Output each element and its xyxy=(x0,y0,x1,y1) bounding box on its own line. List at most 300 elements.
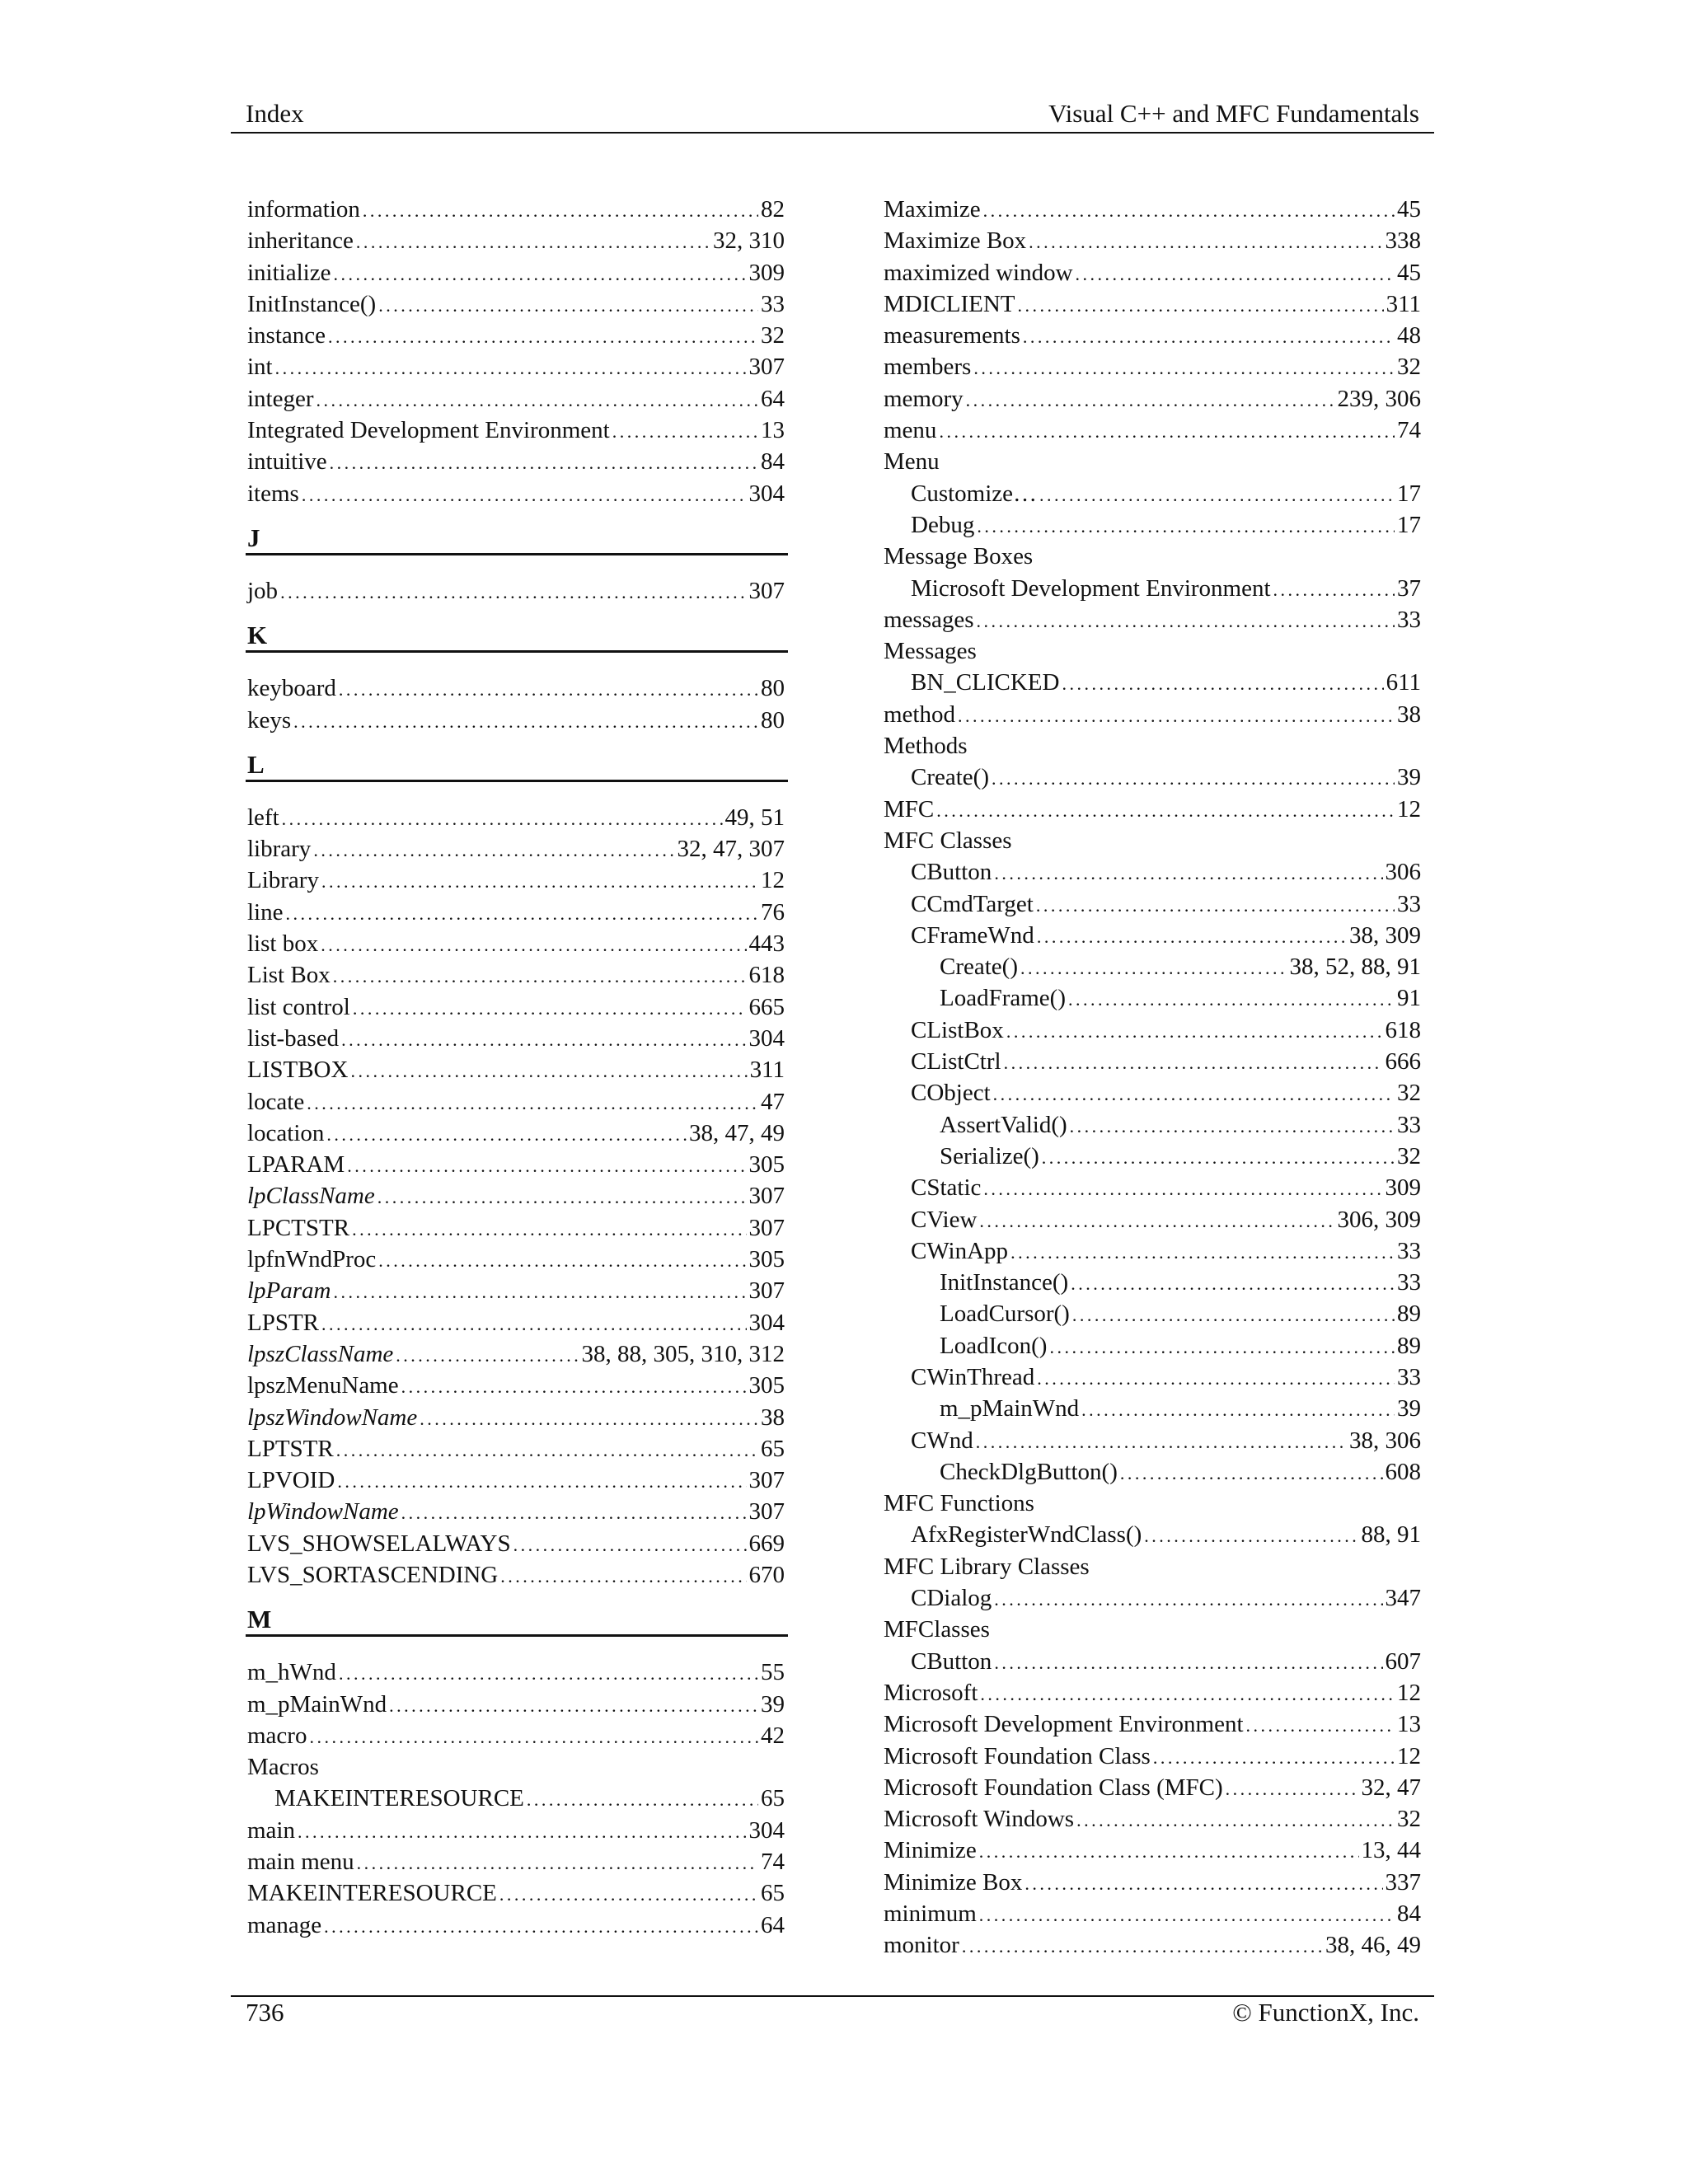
entry-term: CCmdTarget xyxy=(911,890,1034,917)
header-book-title: Visual C++ and MFC Fundamentals xyxy=(1048,99,1419,128)
dot-leader xyxy=(282,804,723,832)
entry-term: list-based xyxy=(247,1024,340,1052)
entry-page-numbers: 33 xyxy=(1397,1363,1421,1390)
dot-leader xyxy=(1070,1112,1395,1139)
entry-page-numbers: 33 xyxy=(1397,1269,1421,1296)
index-entry xyxy=(247,1880,785,1911)
dot-leader xyxy=(357,1849,758,1876)
entry-term: information xyxy=(247,196,360,223)
entry-term: lpszClassName xyxy=(247,1340,394,1367)
dot-leader xyxy=(309,1722,758,1750)
dot-leader xyxy=(1039,480,1395,508)
entry-term: LPCTSTR xyxy=(247,1214,350,1241)
dot-leader xyxy=(1076,260,1395,287)
entry-page-numbers: 618 xyxy=(1385,1016,1421,1043)
entry-page-numbers: 33 xyxy=(1397,1111,1421,1138)
index-entry xyxy=(884,827,1421,859)
entry-page-numbers: 47 xyxy=(761,1088,785,1115)
dot-leader xyxy=(1042,1143,1395,1170)
entry-term: memory xyxy=(884,385,964,412)
entry-term: List Box xyxy=(247,962,331,989)
entry-page-numbers: 38, 309 xyxy=(1349,921,1421,949)
index-entry xyxy=(247,1722,785,1754)
entry-page-numbers: 33 xyxy=(1397,1237,1421,1264)
index-entry xyxy=(247,448,785,480)
entry-term: LISTBOX xyxy=(247,1057,349,1084)
entry-term: m_pMainWnd xyxy=(247,1690,387,1718)
entry-term: locate xyxy=(247,1088,305,1115)
dot-leader xyxy=(330,448,758,476)
index-subentry xyxy=(884,1427,1421,1459)
entry-page-numbers: 665 xyxy=(748,993,785,1020)
entry-page-numbers: 608 xyxy=(1385,1458,1421,1485)
page-number: 736 xyxy=(246,1998,284,2027)
dot-leader xyxy=(1226,1774,1359,1802)
entry-page-numbers: 65 xyxy=(761,1880,785,1907)
entry-term: Customize… xyxy=(911,480,1038,507)
index-letter-heading xyxy=(247,1593,785,1657)
index-subentry xyxy=(884,1269,1421,1301)
dot-leader xyxy=(962,1932,1323,1959)
index-subentry xyxy=(884,480,1421,512)
entry-page-numbers: 55 xyxy=(761,1659,785,1686)
entry-term: instance xyxy=(247,322,326,349)
dot-leader xyxy=(378,1246,746,1273)
index-entry xyxy=(884,1490,1421,1521)
dot-leader xyxy=(1010,1238,1395,1265)
entry-term: items xyxy=(247,480,299,507)
entry-page-numbers: 305 xyxy=(748,1372,785,1399)
index-subentry xyxy=(884,1048,1421,1080)
index-entry xyxy=(884,543,1421,574)
heading-letter: K xyxy=(247,621,268,650)
index-entry xyxy=(884,638,1421,669)
entry-term: LVS_SORTASCENDING xyxy=(247,1561,499,1588)
dot-leader xyxy=(401,1372,747,1399)
index-entry xyxy=(884,1743,1421,1774)
entry-page-numbers: 89 xyxy=(1397,1332,1421,1359)
entry-term: CWinApp xyxy=(911,1237,1009,1264)
entry-term: left xyxy=(247,804,279,831)
entry-page-numbers: 33 xyxy=(1397,890,1421,917)
entry-term: measurements xyxy=(884,322,1020,349)
entry-term: menu xyxy=(884,417,937,444)
dot-leader xyxy=(1144,1521,1358,1549)
entry-term: Microsoft xyxy=(884,1679,978,1706)
entry-page-numbers: 38, 46, 49 xyxy=(1325,1932,1421,1959)
index-entry xyxy=(247,1754,785,1785)
dot-leader xyxy=(939,417,1395,444)
index-entry xyxy=(884,1711,1421,1742)
entry-term: LVS_SHOWSELALWAYS xyxy=(247,1530,511,1557)
entry-term: MFC Functions xyxy=(884,1490,1034,1517)
dot-leader xyxy=(1006,1017,1383,1044)
index-entry xyxy=(884,196,1421,227)
index-entry xyxy=(247,1246,785,1277)
entry-page-numbers: 309 xyxy=(1385,1174,1421,1202)
entry-page-numbers: 89 xyxy=(1397,1301,1421,1328)
entry-page-numbers: 32 xyxy=(1397,354,1421,381)
entry-term: main menu xyxy=(247,1849,354,1876)
entry-term: LoadIcon() xyxy=(940,1332,1048,1359)
index-entry xyxy=(247,994,785,1025)
index-subentry xyxy=(884,891,1421,922)
entry-page-numbers: 307 xyxy=(748,577,785,604)
entry-page-numbers: 311 xyxy=(749,1057,785,1084)
entry-page-numbers: 45 xyxy=(1397,259,1421,286)
entry-term: int xyxy=(247,354,273,381)
entry-term: LPVOID xyxy=(247,1467,335,1494)
entry-term: Methods xyxy=(884,733,968,760)
dot-leader xyxy=(347,1151,746,1179)
entry-term: keys xyxy=(247,706,292,733)
entry-term: main xyxy=(247,1816,295,1844)
entry-term: MDICLIENT xyxy=(884,290,1015,317)
entry-page-numbers: 306 xyxy=(1385,859,1421,886)
index-subentry xyxy=(884,1017,1421,1048)
index-entry xyxy=(247,1025,785,1057)
entry-page-numbers: 307 xyxy=(748,1277,785,1305)
entry-page-numbers: 74 xyxy=(761,1849,785,1876)
entry-term: keyboard xyxy=(247,675,336,702)
entry-term: Maximize xyxy=(884,196,981,223)
entry-term: CButton xyxy=(911,859,992,886)
dot-leader xyxy=(979,1207,1334,1234)
index-subentry xyxy=(884,764,1421,795)
entry-page-numbers: 12 xyxy=(761,867,785,894)
entry-page-numbers: 84 xyxy=(1397,1900,1421,1928)
dot-leader xyxy=(363,196,758,223)
entry-term: monitor xyxy=(884,1932,959,1959)
index-entry xyxy=(247,1215,785,1246)
index-entry xyxy=(884,1900,1421,1932)
dot-leader xyxy=(298,1817,747,1844)
entry-page-numbers: 12 xyxy=(1397,1742,1421,1769)
dot-leader xyxy=(983,1174,1382,1202)
index-subentry xyxy=(884,1521,1421,1553)
entry-page-numbers: 39 xyxy=(761,1690,785,1718)
entry-page-numbers: 670 xyxy=(748,1561,785,1588)
entry-term: CDialog xyxy=(911,1585,992,1612)
dot-leader xyxy=(977,607,1395,634)
dot-leader xyxy=(1120,1459,1383,1486)
index-entry xyxy=(884,291,1421,322)
entry-term: Macros xyxy=(247,1754,319,1781)
index-entry xyxy=(247,196,785,227)
entry-term: Minimize xyxy=(884,1837,977,1864)
dot-leader xyxy=(280,578,746,605)
index-entry xyxy=(247,386,785,417)
entry-term: CButton xyxy=(911,1647,992,1675)
index-entry xyxy=(884,701,1421,733)
entry-page-numbers: 347 xyxy=(1385,1585,1421,1612)
entry-page-numbers: 65 xyxy=(761,1785,785,1812)
entry-page-numbers: 304 xyxy=(748,1816,785,1844)
entry-page-numbers: 33 xyxy=(1397,606,1421,633)
index-entry xyxy=(884,386,1421,417)
entry-term: BN_CLICKED xyxy=(911,669,1060,696)
entry-page-numbers: 309 xyxy=(748,259,785,286)
entry-term: minimum xyxy=(884,1900,977,1928)
entry-page-numbers: 76 xyxy=(761,898,785,926)
entry-term: inheritance xyxy=(247,227,354,255)
heading-rule xyxy=(246,1634,788,1637)
dot-leader xyxy=(1049,1333,1395,1360)
entry-term: line xyxy=(247,898,284,926)
dot-leader xyxy=(994,859,1382,886)
index-entry xyxy=(247,804,785,836)
index-entry xyxy=(247,1849,785,1880)
index-letter-heading xyxy=(247,738,785,803)
entry-term: MFC Library Classes xyxy=(884,1553,1090,1580)
entry-page-numbers: 239, 306 xyxy=(1337,385,1421,412)
entry-page-numbers: 65 xyxy=(761,1435,785,1462)
entry-term: intuitive xyxy=(247,448,327,476)
index-entry xyxy=(247,291,785,322)
dot-leader xyxy=(1020,954,1287,981)
dot-leader xyxy=(966,386,1335,413)
index-entry xyxy=(247,1089,785,1120)
entry-term: method xyxy=(884,701,955,728)
entry-page-numbers: 307 xyxy=(748,1498,785,1526)
index-entry xyxy=(247,1372,785,1404)
entry-page-numbers: 80 xyxy=(761,675,785,702)
dot-leader xyxy=(352,1215,746,1242)
entry-term: lpszMenuName xyxy=(247,1372,399,1399)
dot-leader xyxy=(275,354,747,381)
page-footer xyxy=(231,1998,1434,2031)
entry-page-numbers: 45 xyxy=(1397,196,1421,223)
index-entry xyxy=(247,1498,785,1530)
entry-page-numbers: 443 xyxy=(748,930,785,958)
index-subentry xyxy=(884,575,1421,607)
index-letter-heading xyxy=(247,609,785,673)
entry-term: library xyxy=(247,836,312,863)
dot-leader xyxy=(313,836,674,863)
index-entry xyxy=(247,1530,785,1562)
index-entry xyxy=(247,1151,785,1183)
entry-term: CWinThread xyxy=(911,1363,1035,1390)
entry-page-numbers: 84 xyxy=(761,448,785,476)
index-subentry xyxy=(884,859,1421,890)
entry-page-numbers: 13 xyxy=(761,417,785,444)
entry-term: CheckDlgButton() xyxy=(940,1458,1118,1485)
dot-leader xyxy=(936,796,1395,823)
index-entry xyxy=(884,796,1421,827)
index-entry xyxy=(884,1806,1421,1837)
entry-page-numbers: 32 xyxy=(1397,1080,1421,1107)
entry-page-numbers: 49, 51 xyxy=(724,804,785,831)
dot-leader xyxy=(1072,1301,1395,1328)
entry-term: InitInstance() xyxy=(247,290,377,317)
entry-page-numbers: 32 xyxy=(1397,1142,1421,1169)
index-entry xyxy=(884,354,1421,385)
entry-page-numbers: 80 xyxy=(761,706,785,733)
heading-rule xyxy=(246,650,788,653)
entry-page-numbers: 305 xyxy=(748,1246,785,1273)
dot-leader xyxy=(958,701,1395,729)
dot-leader xyxy=(979,1837,1359,1864)
dot-leader xyxy=(1081,1395,1395,1422)
dot-leader xyxy=(1068,985,1395,1012)
dot-leader xyxy=(316,386,758,413)
entry-term: LPTSTR xyxy=(247,1435,334,1462)
entry-term: Microsoft Foundation Class (MFC) xyxy=(884,1774,1223,1801)
entry-term: MAKEINTERESOURCE xyxy=(274,1785,524,1812)
dot-leader xyxy=(350,1057,747,1084)
dot-leader xyxy=(321,1310,746,1337)
index-subentry xyxy=(884,1395,1421,1427)
index-entry xyxy=(247,1562,785,1593)
entry-term: CListCtrl xyxy=(911,1048,1001,1076)
dot-leader xyxy=(321,930,746,958)
entry-term: lpClassName xyxy=(247,1183,375,1210)
dot-leader xyxy=(326,1120,687,1147)
entry-term: integer xyxy=(247,385,314,412)
index-entry xyxy=(247,836,785,867)
copyright: © FunctionX, Inc. xyxy=(1232,1998,1419,2027)
index-entry xyxy=(247,1341,785,1372)
dot-leader xyxy=(527,1785,758,1812)
entry-term: lpWindowName xyxy=(247,1498,399,1526)
index-entry xyxy=(247,707,785,738)
index-entry xyxy=(884,260,1421,291)
entry-term: CListBox xyxy=(911,1016,1004,1043)
entry-page-numbers: 306, 309 xyxy=(1337,1206,1421,1233)
dot-leader xyxy=(1004,1048,1383,1076)
entry-page-numbers: 12 xyxy=(1397,795,1421,823)
dot-leader xyxy=(321,867,758,894)
entry-term: LPARAM xyxy=(247,1151,345,1179)
index-entry xyxy=(247,1659,785,1690)
dot-leader xyxy=(286,899,759,926)
entry-page-numbers: 88, 91 xyxy=(1361,1521,1421,1549)
entry-term: lpszWindowName xyxy=(247,1404,418,1431)
index-entry xyxy=(247,354,785,385)
entry-page-numbers: 17 xyxy=(1397,511,1421,538)
entry-term: Create() xyxy=(911,764,989,791)
dot-leader xyxy=(1037,1364,1395,1391)
entry-page-numbers: 38, 306 xyxy=(1349,1427,1421,1454)
dot-leader xyxy=(353,994,747,1021)
entry-page-numbers: 666 xyxy=(1385,1048,1421,1076)
dot-leader xyxy=(994,1648,1382,1675)
entry-page-numbers: 611 xyxy=(1386,669,1421,696)
entry-term: CView xyxy=(911,1206,978,1233)
entry-term: Microsoft Windows xyxy=(884,1806,1075,1833)
entry-term: messages xyxy=(884,606,974,633)
index-entry xyxy=(884,607,1421,638)
index-entry xyxy=(247,675,785,706)
dot-leader xyxy=(976,1427,1347,1455)
entry-page-numbers: 307 xyxy=(748,1467,785,1494)
dot-leader xyxy=(337,1467,746,1494)
index-entry xyxy=(247,1467,785,1498)
index-subentry xyxy=(884,1174,1421,1206)
dot-leader xyxy=(328,322,758,349)
entry-page-numbers: 304 xyxy=(748,1024,785,1052)
entry-page-numbers: 38 xyxy=(1397,701,1421,728)
index-entry xyxy=(884,322,1421,354)
dot-leader xyxy=(1153,1743,1395,1770)
entry-page-numbers: 618 xyxy=(748,962,785,989)
entry-term: AssertValid() xyxy=(940,1111,1067,1138)
index-letter-heading xyxy=(247,512,785,576)
index-entry xyxy=(884,417,1421,448)
entry-page-numbers: 13 xyxy=(1397,1711,1421,1738)
entry-term: InitInstance() xyxy=(940,1269,1069,1296)
entry-page-numbers: 32, 310 xyxy=(713,227,785,255)
entry-page-numbers: 82 xyxy=(761,196,785,223)
entry-term: LoadCursor() xyxy=(940,1301,1070,1328)
entry-term: MFC Classes xyxy=(884,827,1012,854)
entry-page-numbers: 42 xyxy=(761,1722,785,1749)
dot-leader xyxy=(1246,1711,1395,1738)
entry-term: Library xyxy=(247,867,319,894)
index-subentry xyxy=(247,1785,785,1816)
index-subentry xyxy=(884,1333,1421,1364)
index-entry xyxy=(247,578,785,609)
dot-leader xyxy=(992,764,1395,791)
entry-page-numbers: 12 xyxy=(1397,1679,1421,1706)
index-entry xyxy=(247,417,785,448)
entry-term: MFClasses xyxy=(884,1616,990,1643)
entry-page-numbers: 39 xyxy=(1397,764,1421,791)
index-entry xyxy=(884,1616,1421,1647)
dot-leader xyxy=(333,962,747,989)
dot-leader xyxy=(307,1089,758,1116)
index-entry xyxy=(247,899,785,930)
entry-page-numbers: 311 xyxy=(1386,290,1421,317)
entry-page-numbers: 307 xyxy=(748,1214,785,1241)
index-entry xyxy=(247,322,785,354)
dot-leader xyxy=(993,1080,1395,1107)
index-entry xyxy=(247,867,785,898)
index-entry xyxy=(884,448,1421,480)
entry-term: Create() xyxy=(940,954,1018,981)
entry-term: MFC xyxy=(884,795,935,823)
index-entry xyxy=(247,260,785,291)
index-subentry xyxy=(884,1207,1421,1238)
entry-page-numbers: 669 xyxy=(748,1530,785,1557)
dot-leader xyxy=(973,354,1395,381)
entry-term: lpfnWndProc xyxy=(247,1246,377,1273)
entry-page-numbers: 32 xyxy=(1397,1806,1421,1833)
entry-page-numbers: 13, 44 xyxy=(1361,1837,1421,1864)
index-subentry xyxy=(884,1080,1421,1111)
entry-term: Integrated Development Environment xyxy=(247,417,610,444)
dot-leader xyxy=(499,1880,758,1907)
entry-term: lpParam xyxy=(247,1277,331,1305)
index-entry xyxy=(247,1436,785,1467)
dot-leader xyxy=(333,260,746,287)
entry-term: Microsoft Development Environment xyxy=(911,574,1271,602)
heading-letter: J xyxy=(247,523,260,552)
index-entry xyxy=(247,1404,785,1436)
entry-term: Maximize Box xyxy=(884,227,1027,255)
header-section-title: Index xyxy=(246,99,304,128)
index-entry xyxy=(247,962,785,993)
entry-page-numbers: 304 xyxy=(748,1309,785,1336)
entry-term: members xyxy=(884,354,972,381)
index-column-left xyxy=(247,196,785,1943)
entry-term: list box xyxy=(247,930,319,958)
index-entry xyxy=(884,227,1421,259)
index-subentry xyxy=(884,954,1421,985)
page-header xyxy=(231,99,1434,132)
entry-page-numbers: 48 xyxy=(1397,322,1421,349)
heading-letter: M xyxy=(247,1605,272,1634)
